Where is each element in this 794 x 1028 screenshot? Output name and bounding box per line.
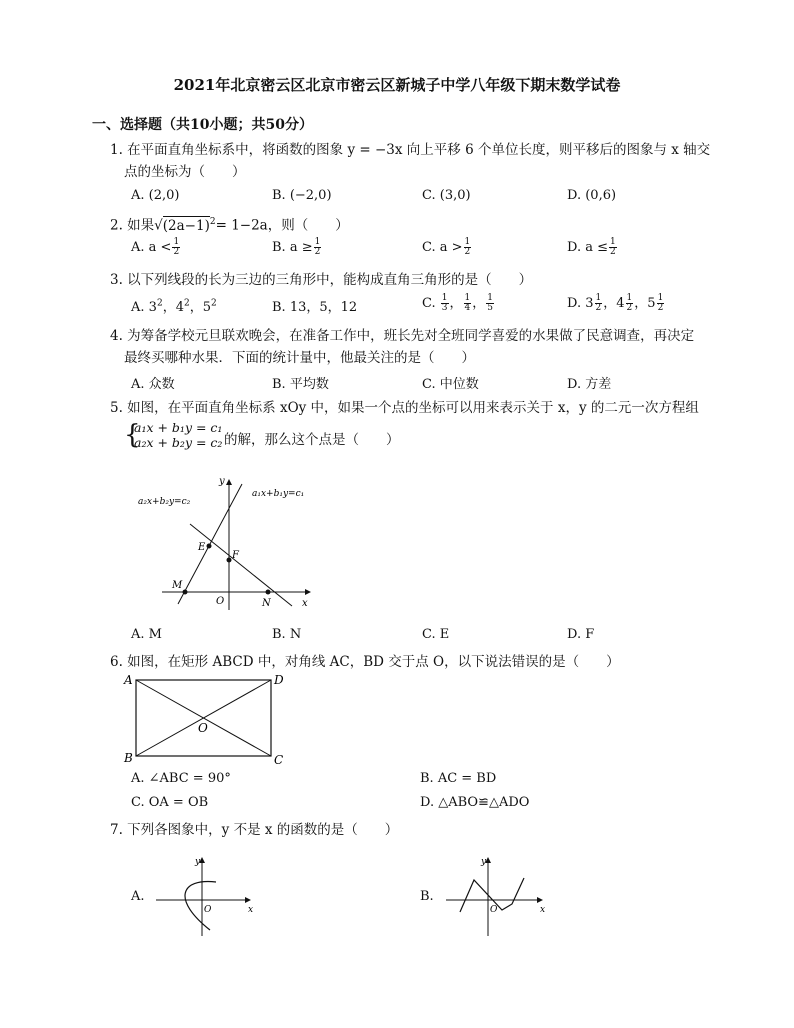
label-y: y: [219, 476, 225, 487]
q3-option-a: A. $3^2$，$4^2$，$5^2$: [131, 298, 217, 315]
label-o: O: [198, 721, 208, 735]
q2-stem: 2. 如果$√(2a-1)^2= 1-2a$，则（ ）: [110, 217, 349, 234]
q5-stem-line1: 5. 如图，在平面直角坐标系 xOy 中，如果一个点的坐标可以用来表示关于 x，y 的二元一次方程组: [110, 400, 699, 416]
exam-title: 2021年北京密云区北京市密云区新城子中学八年级下期末数学试卷: [173, 76, 621, 94]
point-n: [266, 590, 271, 595]
label-e: E: [198, 542, 206, 553]
label-n: N: [262, 598, 271, 609]
q6-option-c: C. OA = OB: [131, 795, 209, 810]
q2-option-a: A. a < $\frac{1}{2}$: [131, 237, 180, 257]
label-line2: a₂x+b₂y=c₂: [138, 497, 191, 507]
q5-graph: [130, 474, 320, 614]
label-o: O: [204, 905, 212, 915]
q1-option-a: A. (2,0): [131, 188, 180, 203]
q3-option-c: C. $\frac{1}{3}$ ， $\frac{1}{4}$ ， $\frac{1}{5}$: [422, 293, 493, 313]
q5-option-a: A. M: [131, 627, 162, 642]
q1-stem-line1: 1. 在平面直角坐标系中，将函数的图象 y = −3x 向上平移 6 个单位长度，则平移后的图象与 x 轴交: [110, 142, 711, 158]
q4-option-a: A. 众数: [131, 377, 175, 392]
q4-option-c: C. 中位数: [422, 377, 479, 392]
q3-stem: 3. 以下列线段的长为三边的三角形中，能构成直角三角形的是（ ）: [110, 272, 533, 288]
label-line1: a₁x+b₁y=c₁: [252, 489, 305, 499]
label-f: F: [232, 550, 239, 561]
label-b: B: [124, 751, 133, 765]
q6-option-d: D. △ABO≌△ADO: [420, 795, 530, 810]
line-a2b2c2: [190, 524, 292, 606]
label-o: O: [490, 905, 498, 915]
label-y: y: [195, 857, 201, 867]
label-m: M: [172, 580, 183, 591]
label-x: x: [302, 598, 308, 609]
q5-option-b: B. N: [272, 627, 302, 642]
q5-option-c: C. E: [422, 627, 450, 642]
q6-option-a: A. ∠ABC = 90°: [131, 771, 231, 786]
q4-option-d: D. 方差: [567, 377, 612, 392]
point-e: [207, 544, 212, 549]
label-a: A: [124, 673, 133, 687]
q1-option-c: C. (3,0): [422, 188, 471, 203]
q1-option-b: B. (−2,0): [272, 188, 332, 203]
label-y: y: [481, 857, 487, 867]
q4-stem-line1: 4. 为筹备学校元旦联欢晚会，在准备工作中，班长先对全班同学喜爱的水果做了民意调查，再决定: [110, 328, 695, 344]
label-c: C: [274, 753, 284, 767]
q2-option-d: D. a ≤ $\frac{1}{2}$: [567, 237, 616, 257]
label-o: O: [216, 596, 225, 607]
q2-option-c: C. a > $\frac{1}{2}$: [422, 237, 471, 257]
q6-rectangle-figure: [120, 672, 295, 768]
point-f: [227, 558, 232, 563]
q7-option-a-label: A.: [131, 889, 145, 904]
q1-option-d: D. (0,6): [567, 188, 617, 203]
q6-stem: 6. 如图，在矩形 ABCD 中，对角线 AC，BD 交于点 O，以下说法错误的是（ ）: [110, 654, 620, 670]
q1-stem-line2: 点的坐标为（ ）: [124, 164, 246, 180]
q4-stem-line2: 最终买哪种水果．下面的统计量中，他最关注的是（ ）: [124, 350, 475, 366]
q7-stem: 7. 下列各图象中，y 不是 x 的函数的是（ ）: [110, 822, 399, 838]
label-x: x: [540, 905, 546, 915]
q7-graph-b: [440, 852, 550, 940]
label-x: x: [248, 905, 254, 915]
point-m: [183, 590, 188, 595]
q7-option-b-label: B.: [420, 889, 434, 904]
q3-option-b: B. 13，5，12: [272, 300, 358, 315]
q2-option-b: B. a ≥ $\frac{1}{2}$: [272, 237, 321, 257]
q6-option-b: B. AC = BD: [420, 771, 497, 786]
q7-graph-a: [150, 852, 260, 940]
q3-option-d: D. 3 $\frac{1}{2}$ ，4 $\frac{1}{2}$ ，5 $\frac{1}{2}$: [567, 293, 664, 313]
q5-option-d: D. F: [567, 627, 595, 642]
section-heading: 一、选择题（共10小题；共50分）: [92, 117, 313, 133]
q4-option-b: B. 平均数: [272, 377, 329, 392]
label-d: D: [274, 673, 284, 687]
